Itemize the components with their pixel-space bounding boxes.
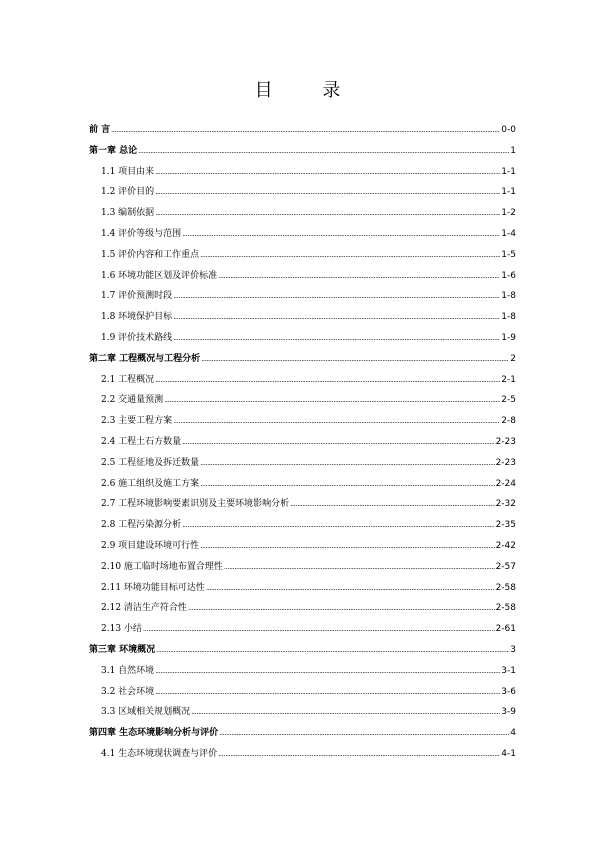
- toc-leader-dots: [200, 453, 494, 474]
- toc-chapter-entry[interactable]: [89, 120, 516, 141]
- toc-entry-label: 1.5 评价内容和工作重点: [101, 249, 200, 260]
- toc-entry-page: 1-5: [501, 249, 516, 260]
- toc-entry-page: 2-5: [501, 395, 516, 406]
- toc-entry-label: 2.2 交通量预测: [101, 395, 164, 406]
- toc-entry-label: 2.5 工程征地及拆迁数量: [101, 457, 200, 468]
- toc-section-entry[interactable]: [89, 661, 516, 682]
- toc-entry-page: 1-4: [501, 228, 516, 239]
- toc-entry-page: 2-8: [501, 416, 516, 427]
- toc-section-entry[interactable]: [89, 432, 516, 453]
- toc-section-entry[interactable]: [89, 494, 516, 515]
- toc-entry-label: 1.3 编制依据: [101, 208, 155, 219]
- toc-entry-page: 3: [510, 644, 516, 655]
- toc-entry-label: 2.10 施工临时场地布置合理性: [101, 561, 223, 572]
- toc-leader-dots: [188, 598, 495, 619]
- toc-entry-page: 2-32: [495, 499, 516, 510]
- toc-section-entry[interactable]: [89, 515, 516, 536]
- toc-leader-dots: [290, 494, 494, 515]
- toc-chapter-entry[interactable]: [89, 349, 516, 370]
- toc-section-entry[interactable]: [89, 286, 516, 307]
- toc-section-entry[interactable]: [89, 245, 516, 266]
- toc-entry-page: 2-58: [495, 603, 516, 614]
- toc-leader-dots: [182, 515, 494, 536]
- toc-leader-dots: [173, 307, 500, 328]
- toc-section-entry[interactable]: [89, 557, 516, 578]
- toc-entry-label: 1.4 评价等级与范围: [101, 228, 182, 239]
- toc-leader-dots: [173, 286, 500, 307]
- toc-entry-label: 3.1 自然环境: [101, 665, 155, 676]
- toc-section-entry[interactable]: [89, 203, 516, 224]
- toc-section-entry[interactable]: [89, 536, 516, 557]
- toc-entry-page: 1-6: [501, 270, 516, 281]
- toc-entry-page: 2-23: [495, 457, 516, 468]
- toc-leader-dots: [155, 661, 500, 682]
- toc-entry-label: 1.6 环境功能区划及评价标准: [101, 270, 218, 281]
- toc-entry-page: 2-42: [495, 540, 516, 551]
- toc-entry-label: 2.4 工程土石方数量: [101, 436, 182, 447]
- toc-leader-dots: [224, 557, 495, 578]
- toc-entry-page: 1: [510, 145, 516, 156]
- toc-leader-dots: [219, 723, 509, 744]
- toc-leader-dots: [200, 474, 494, 495]
- toc-entry-label: 2.6 施工组织及施工方案: [101, 478, 200, 489]
- toc-leader-dots: [173, 411, 500, 432]
- toc-section-entry[interactable]: [89, 266, 516, 287]
- toc-entry-page: 0-0: [501, 125, 516, 135]
- toc-section-entry[interactable]: [89, 328, 516, 349]
- toc-leader-dots: [191, 702, 500, 723]
- toc-leader-dots: [218, 744, 500, 765]
- toc-entry-page: 2-58: [495, 582, 516, 593]
- toc-leader-dots: [111, 120, 500, 141]
- toc-section-entry[interactable]: [89, 474, 516, 495]
- toc-leader-dots: [155, 162, 500, 183]
- toc-entry-page: 1-1: [501, 166, 516, 177]
- toc-entry-page: 1-8: [501, 312, 516, 323]
- toc-entry-page: 2-57: [495, 561, 516, 572]
- toc-section-entry[interactable]: [89, 370, 516, 391]
- toc-entry-label: 1.1 项目由来: [101, 166, 155, 177]
- toc-entry-label: 2.13 小结: [101, 624, 142, 635]
- table-of-contents: [89, 120, 516, 765]
- toc-section-entry[interactable]: [89, 390, 516, 411]
- toc-entry-label: 1.9 评价技术路线: [101, 332, 173, 343]
- toc-entry-label: 第二章 工程概况与工程分析: [89, 353, 201, 364]
- toc-entry-label: 2.12 清洁生产符合性: [101, 603, 187, 614]
- toc-entry-label: 3.3 区域相关规划概况: [101, 707, 191, 718]
- toc-section-entry[interactable]: [89, 182, 516, 203]
- toc-leader-dots: [164, 390, 500, 411]
- toc-entry-label: 1.7 评价预测时段: [101, 291, 173, 302]
- toc-section-entry[interactable]: [89, 598, 516, 619]
- toc-chapter-entry[interactable]: [89, 640, 516, 661]
- toc-entry-page: 1-9: [501, 332, 516, 343]
- toc-leader-dots: [138, 141, 509, 162]
- toc-entry-label: 第四章 生态环境影响分析与评价: [89, 728, 219, 739]
- toc-entry-page: 3-1: [501, 665, 516, 676]
- toc-entry-page: 2-23: [495, 436, 516, 447]
- toc-entry-label: 2.9 项目建设环境可行性: [101, 540, 200, 551]
- toc-entry-page: 4-1: [501, 748, 516, 759]
- toc-entry-label: 前 言: [89, 125, 111, 135]
- toc-chapter-entry[interactable]: [89, 141, 516, 162]
- toc-leader-dots: [155, 370, 500, 391]
- toc-leader-dots: [182, 432, 494, 453]
- toc-entry-page: 4: [510, 728, 516, 739]
- toc-section-entry[interactable]: [89, 578, 516, 599]
- toc-entry-label: 3.2 社会环境: [101, 686, 155, 697]
- toc-section-entry[interactable]: [89, 744, 516, 765]
- toc-section-entry[interactable]: [89, 619, 516, 640]
- toc-entry-label: 2.1 工程概况: [101, 374, 155, 385]
- toc-leader-dots: [200, 536, 494, 557]
- toc-leader-dots: [155, 682, 500, 703]
- toc-entry-label: 4.1 生态环境现状调查与评价: [101, 748, 218, 759]
- toc-entry-page: 2-24: [495, 478, 516, 489]
- toc-entry-label: 1.2 评价目的: [101, 187, 155, 198]
- toc-entry-page: 2-1: [501, 374, 516, 385]
- toc-title: 目 录: [254, 80, 363, 101]
- toc-section-entry[interactable]: [89, 162, 516, 183]
- toc-entry-label: 2.3 主要工程方案: [101, 416, 173, 427]
- toc-entry-page: 2: [510, 353, 516, 364]
- toc-leader-dots: [155, 203, 500, 224]
- toc-section-entry[interactable]: [89, 411, 516, 432]
- toc-leader-dots: [143, 619, 495, 640]
- toc-chapter-entry[interactable]: [89, 723, 516, 744]
- toc-entry-page: 1-2: [501, 208, 516, 219]
- toc-section-entry[interactable]: [89, 682, 516, 703]
- toc-entry-label: 1.8 环境保护目标: [101, 312, 173, 323]
- toc-leader-dots: [173, 328, 500, 349]
- toc-leader-dots: [156, 640, 509, 661]
- toc-entry-page: 3-6: [501, 686, 516, 697]
- toc-entry-page: 1-8: [501, 291, 516, 302]
- toc-leader-dots: [201, 349, 509, 370]
- toc-entry-label: 第一章 总论: [89, 145, 138, 156]
- toc-entry-label: 第三章 环境概况: [89, 644, 156, 655]
- toc-entry-page: 2-61: [495, 624, 516, 635]
- toc-section-entry[interactable]: [89, 307, 516, 328]
- toc-section-entry[interactable]: [89, 453, 516, 474]
- toc-entry-page: 1-1: [501, 187, 516, 198]
- toc-leader-dots: [206, 578, 495, 599]
- toc-leader-dots: [155, 182, 500, 203]
- toc-entry-label: 2.11 环境功能目标可达性: [101, 582, 205, 593]
- toc-leader-dots: [200, 245, 500, 266]
- toc-section-entry[interactable]: [89, 702, 516, 723]
- toc-section-entry[interactable]: [89, 224, 516, 245]
- toc-entry-label: 2.7 工程环境影响要素识别及主要环境影响分析: [101, 499, 290, 510]
- toc-entry-page: 3-9: [501, 707, 516, 718]
- toc-leader-dots: [218, 266, 500, 287]
- toc-leader-dots: [182, 224, 500, 245]
- toc-entry-label: 2.8 工程污染源分析: [101, 520, 182, 531]
- toc-entry-page: 2-35: [495, 520, 516, 531]
